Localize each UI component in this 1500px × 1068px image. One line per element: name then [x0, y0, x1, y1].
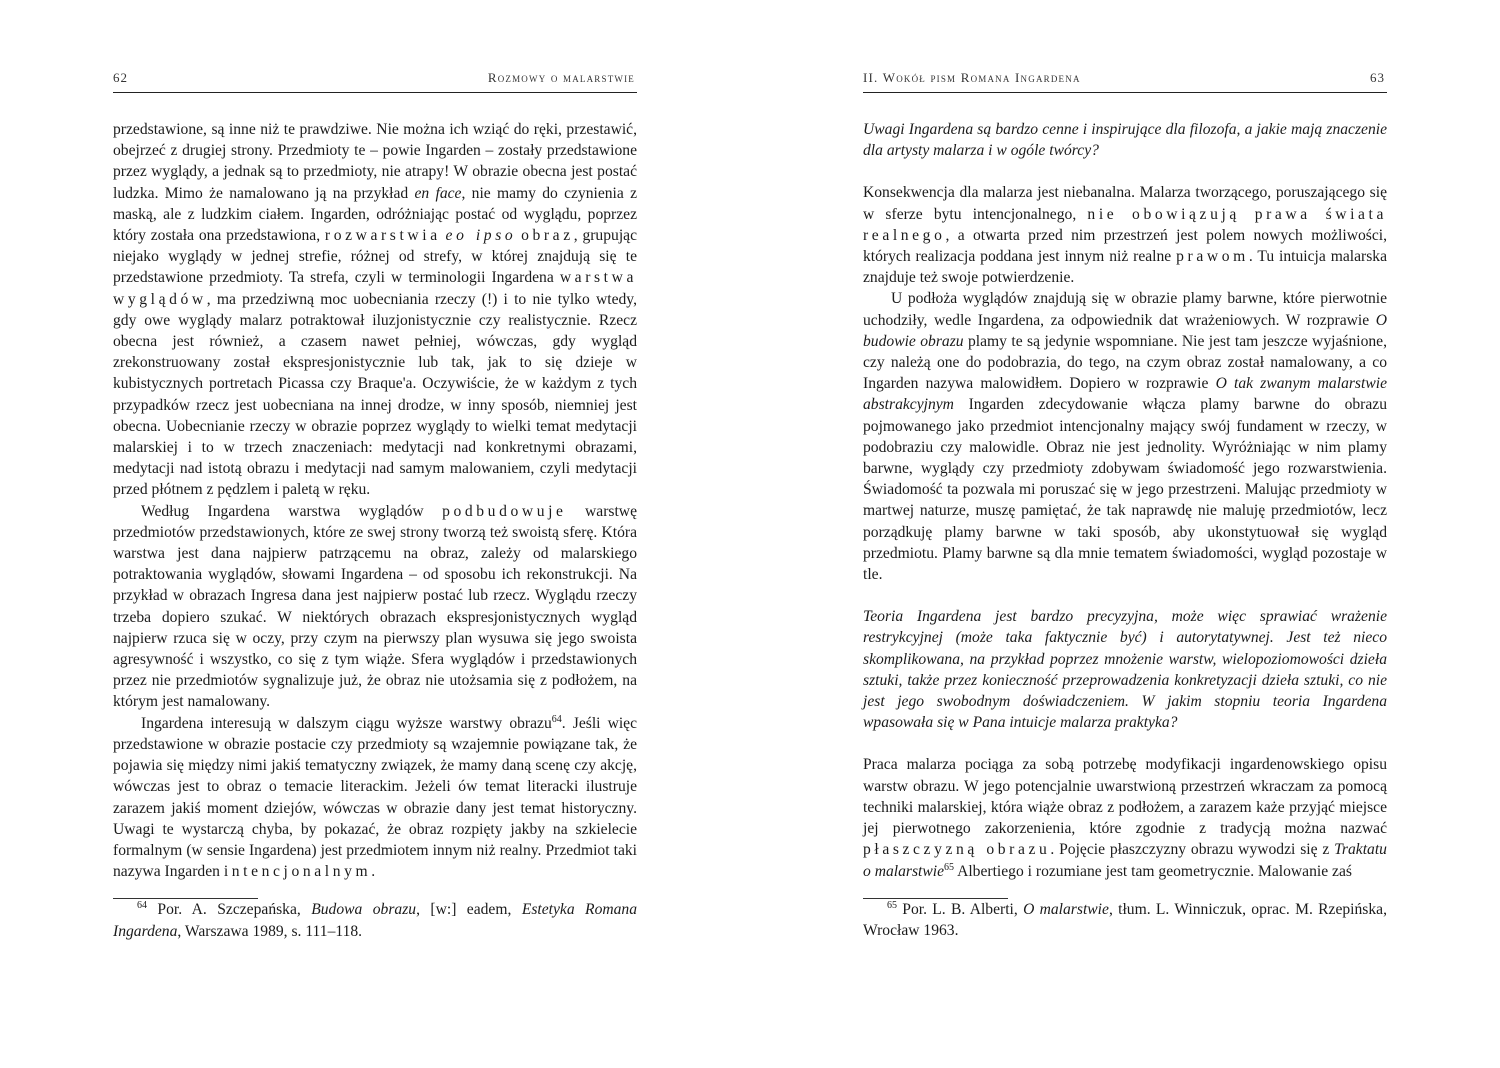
running-title: II. Wokół pism Romana Ingardena: [863, 70, 1081, 85]
footnote: $^{65}$ Por. L. B. Alberti, O malarstwie, tłum. L. Winniczuk, oprac. M. Rzepińska, Wrocław 1963.: [863, 899, 1387, 939]
right-page: [863, 70, 1387, 941]
paragraph: U podłoża wyglądów znajdują się w obrazie plamy barwne, które pierwotnie uchodziły, wedle Ingardena, za odpowiednik dat wrażeniowych. W rozprawie O budowie obrazu plamy te są jedynie wspomniane. Nie jest tam jeszcze wyjaśnione, czy należą one do podobrazia, do tego, na czym obraz został namalowany, a co Ingarden nazywa malowidłem. Dopiero w rozprawie O tak zwanym malarstwie abstrakcyjnym Ingarden zdecydowanie włącza plamy barwne do obrazu pojmowanego jako przedmiot intencjonalny mający swój fundament w rzeczy, w podobraziu czy malowidle. Obraz nie jest jednolity. Wyróżniając w nim plamy barwne, wyglądy czy przedmioty zdobywam świadomość jego rozwarstwienia. Świadomość ta pozwala mi poruszać się w jego przestrzeni. Malując przedmioty w martwej naturze, muszę pamiętać, że tak naprawdę nie maluję przedmiotów, lecz porządkuję plamy barwne w taki sposób, aby ukonstytuował się wygląd przedmiotu. Plamy barwne są dla mnie tematem świadomości, wygląd pozostaje w tle.: [863, 290, 1387, 584]
left-page-body: [113, 119, 637, 942]
page-number: 62: [113, 70, 128, 85]
running-title: Rozmowy o malarstwie: [487, 70, 635, 85]
paragraph: przedstawione, są inne niż te prawdziwe. Nie można ich wziąć do ręki, przestawić, obejrzeć z drugiej strony. Przedmioty te – powie Ingarden – zostały przedstawione przez wyglądy, a jednak są to przedmioty, nie atrapy! W obrazie obecna jest postać ludzka. Mimo że namalowano ją na przykład en face, nie mamy do czynienia z maską, ale z ludzkim ciałem. Ingarden, odróżniając postać od wyglądu, poprzez który została ona przedstawiona, rozwarstwia eo ipso obraz, grupując niejako wyglądy w jednej strefie, różnej od strefy, w której znajdują się te przedstawione przedmioty. Ta strefa, czyli w terminologii Ingardena warstwa wyglądów, ma przedziwną moc uobecniania rzeczy (!) i to nie tylko wtedy, gdy owe wyglądy malarz potraktował iluzjonistycznie czy realistycznie. Rzecz obecna jest również, a czasem nawet pełniej, wówczas, gdy wygląd zrekonstruowany został ekspresjonistycznie lub tak, jak to się dzieje w kubistycznych portretach Picassa czy Braque'a. Oczywiście, że w każdym z tych przypadków rzecz jest uobecniana na innej drodze, w inny sposób, niemniej jest obecna. Uobecnianie rzeczy w obrazie poprzez wyglądy to wielki temat medytacji malarskiej i to w trzech znaczeniach: medytacji nad konkretnymi obrazami, medytacji nad istotą obrazu i medytacji nad samym malowaniem, czyli medytacji przed płótnem z pędzlem i paletą w ręku.: [113, 121, 637, 499]
paragraph: Według Ingardena warstwa wyglądów podbudowuje warstwę przedmiotów przedstawionych, które ze swej strony tworzą też swoistą sferę. Która warstwa jest dana najpierw patrzącemu na obraz, zależy od malarskiego potraktowania wyglądów, słowami Ingardena – od sposobu ich rekonstrukcji. Na przykład w obrazach Ingresa dana jest najpierw postać lub rzecz. Wyglądu rzeczy trzeba dopiero szukać. W niektórych obrazach ekspresjonistycznych wygląd najpierw rzuca się w oczy, przy czym na pierwszy plan wysuwa się jego swoista agresywność i wszystko, co się z tym wiąże. Sfera wyglądów i przedstawionych przez nie przedmiotów sygnalizuje już, że obraz nie utożsamia się z podłożem, na którym jest namalowany.: [113, 502, 637, 711]
page-number: 63: [1370, 70, 1385, 85]
right-page-body: [863, 119, 1387, 941]
interview-question: Teoria Ingardena jest bardzo precyzyjna, może więc sprawiać wrażenie restrykcyjnej (może taka faktycznie być) i autorytatywnej. Jest też nieco skomplikowana, na przykład poprzez mnożenie warstw, wielopoziomowości dzieła sztuki, także przez konieczność przeprowadzenia konkretyzacji dzieła sztuki, co nie jest jego swobodnym doświadczeniem. W jakim stopniu teoria Ingardena wpasowała się w Pana intuicje malarza praktyka?: [863, 608, 1387, 732]
footnote-ref: 65: [944, 861, 955, 873]
paragraph: Praca malarza pociąga za sobą potrzebę modyfikacji ingardenowskiego opisu warstw obrazu. W jego potencjalnie uwarstwioną przestrzeń wkraczam za pomocą techniki malarskiej, która wiąże obraz z podłożem, a zarazem każe przyjąć miejsce jej pierwotnego zakorzenienia, które zgodnie z tradycją można nazwać płaszczyzną obrazu. Pojęcie płaszczyzny obrazu wywodzi się z Traktatu o malarstwie$^{65}$ Albertiego i rozumiane jest tam geometrycznie. Malowanie zaś: [863, 756, 1387, 880]
paragraph: Konsekwencja dla malarza jest niebanalna. Malarza tworzącego, poruszającego się w sferze bytu intencjonalnego, nie obowiązują prawa świata realnego, a otwarta przed nim przestrzeń jest polem nowych możliwości, których realizacja poddana jest innym niż realne prawom. Tu intuicja malarska znajduje też swoje potwierdzenie.: [863, 184, 1388, 287]
paragraph: Ingardena interesują w dalszym ciągu wyższe warstwy obrazu$^{64}$. Jeśli więc przedstawione w obrazie postacie czy przedmioty są wzajemnie powiązane tak, że pojawia się między nimi jakiś tematyczny związek, że mamy daną scenę czy akcję, wówczas jest to obraz o temacie literackim. Jeżeli ów temat literacki ilustruje zarazem jakiś moment dziejów, wówczas w obrazie dany jest temat historyczny. Uwagi te wystarczą chyba, by pokazać, że obraz rozpięty jakby na szkielecie formalnym (w sensie Ingardena) jest przedmiotem innym niż realny. Przedmiot taki nazywa Ingarden intencjonalnym.: [113, 713, 638, 881]
left-page-header: [113, 70, 637, 93]
footnote: $^{64}$ Por. A. Szczepańska, Budowa obrazu, [w:] eadem, Estetyka Romana Ingardena, Warszawa 1989, s. 111–118.: [113, 900, 638, 940]
left-page: [113, 70, 637, 942]
right-page-header: [863, 70, 1387, 93]
footnote-ref: 64: [551, 713, 562, 725]
interview-question: Uwagi Ingardena są bardzo cenne i inspirujące dla filozofa, a jakie mają znaczenie dla artysty malarza i w ogóle twórcy?: [863, 121, 1387, 160]
